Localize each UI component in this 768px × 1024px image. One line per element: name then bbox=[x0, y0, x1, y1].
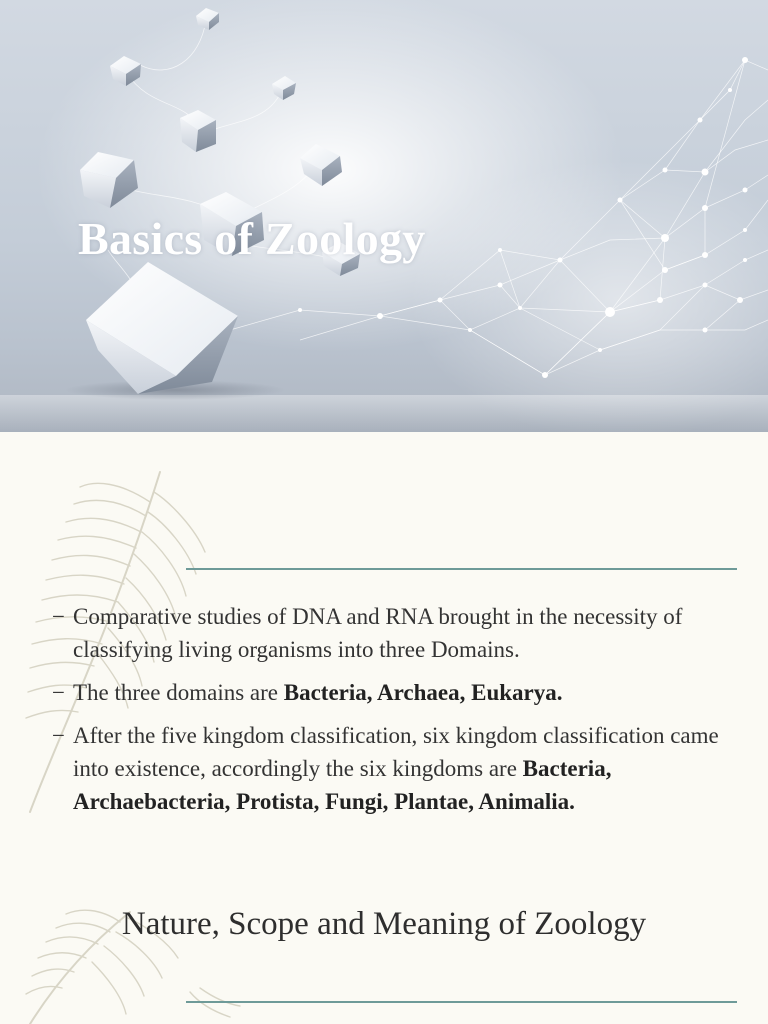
bottom-divider-line bbox=[186, 1001, 737, 1003]
bullet-text: The three domains are bbox=[73, 680, 284, 705]
bullet-item bbox=[52, 719, 742, 818]
bullet-item bbox=[52, 676, 742, 709]
bullet-list bbox=[52, 600, 742, 828]
bullet-bold-text: Bacteria, Archaea, Eukarya. bbox=[283, 680, 563, 705]
dash-marker: − bbox=[52, 680, 65, 705]
slide-title: Basics of Zoology bbox=[78, 213, 426, 264]
bullet-text: Comparative studies of DNA and RNA brought in the necessity of classifying living organisms into three Domains. bbox=[73, 604, 683, 662]
bullet-item bbox=[52, 600, 742, 666]
large-cube bbox=[86, 262, 238, 394]
content-slide bbox=[0, 432, 768, 1024]
subtitle-text: Nature, Scope and Meaning of Zoology bbox=[121, 906, 647, 942]
section-subtitle bbox=[0, 906, 768, 943]
dash-marker: − bbox=[52, 723, 65, 748]
top-divider-line bbox=[186, 568, 737, 570]
title-slide bbox=[0, 0, 768, 432]
dash-marker: − bbox=[52, 604, 65, 629]
bullet-bold-text: Bacteria, Archaebacteria, Protista, Fungi, Plantae, Animalia. bbox=[73, 756, 612, 814]
bullet-text: After the five kingdom classification, six kingdom classification came into existence, accordingly the six kingdoms are bbox=[73, 723, 719, 781]
